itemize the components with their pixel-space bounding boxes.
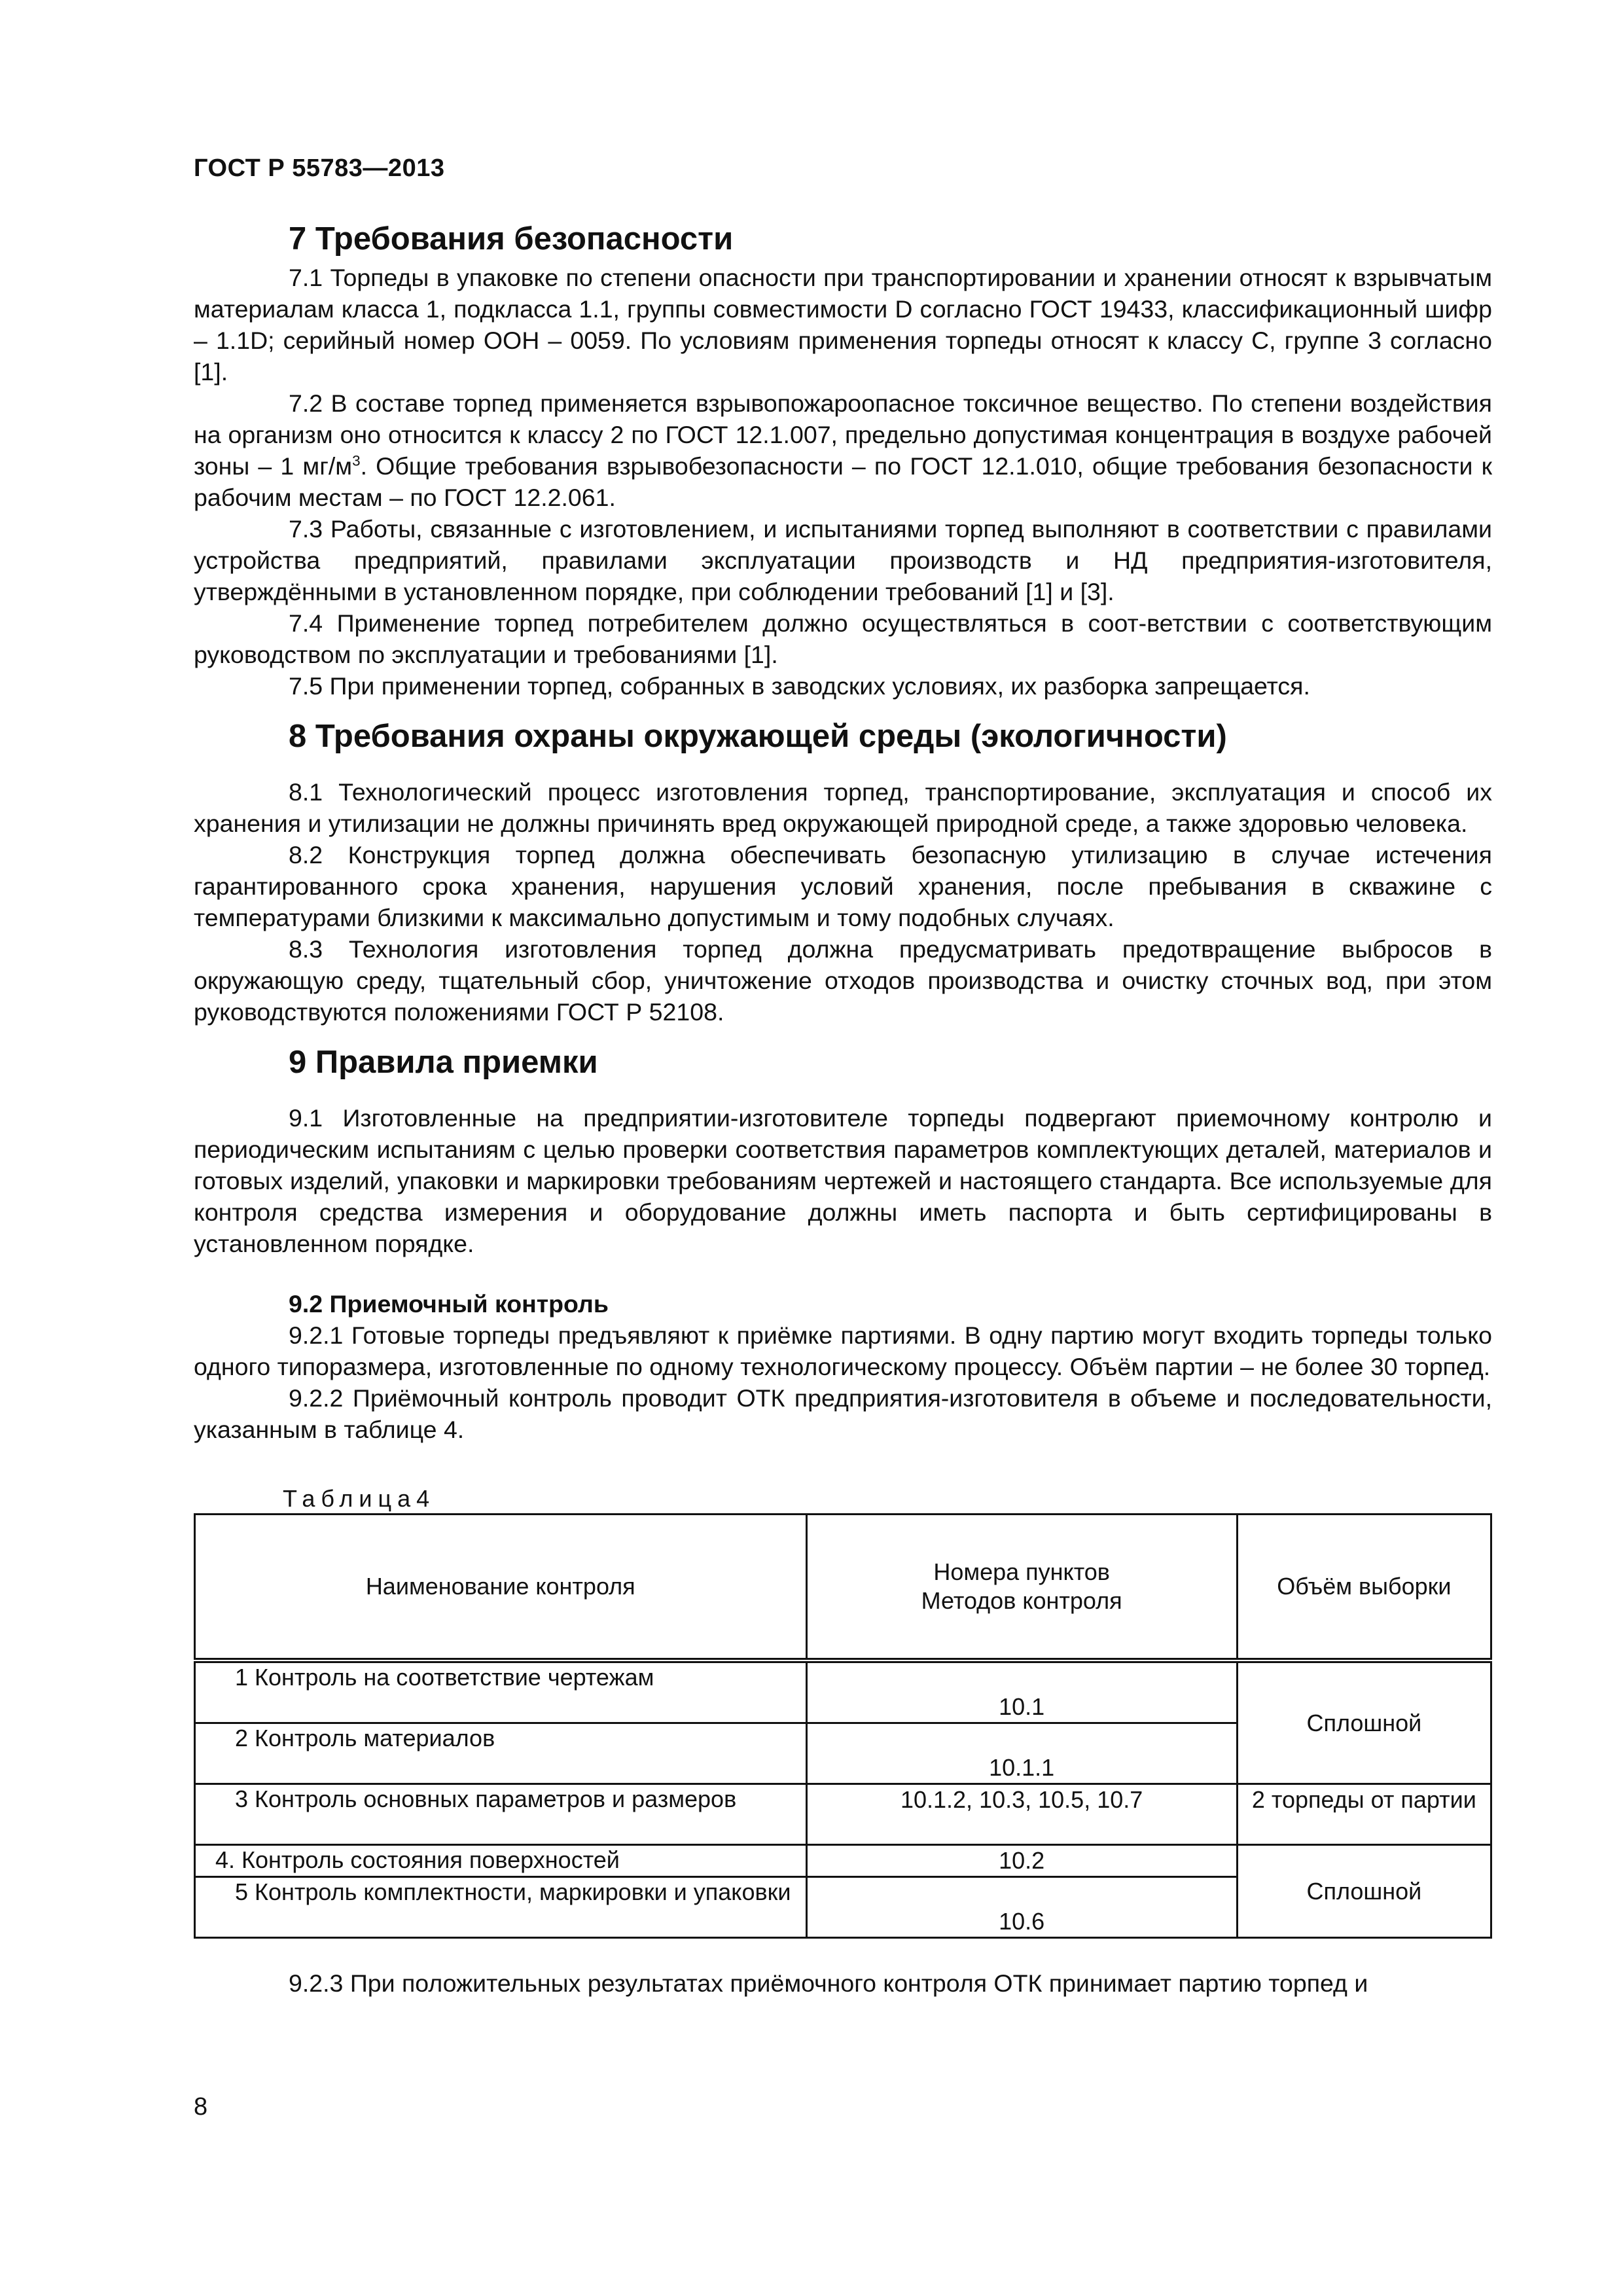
paragraph-9-2-3: 9.2.3 При положительных результатах приёмочного контроля ОТК принимает партию торпед и [289,1969,1368,1997]
paragraph-7-2-text-a: 7.2 В составе торпед применяется взрывопожароопасное токсичное вещество. По степени воздействия на организм оно относится к классу 2 по ГОСТ 12.1.007, предельно допустимая концентрация в воздухе рабочей зоны – 1 мг/м [194,389,1492,480]
paragraph-9-2-2: 9.2.2 Приёмочный контроль проводит ОТК предприятия-изготовителя в объеме и последовательности, указанным в таблице 4. [194,1384,1492,1443]
paragraph-8-1: 8.1 Технологический процесс изготовления торпед, транспортирование, эксплуатация и способ их хранения и утилизации не должны причинять вред окружающей природной среде, а также здоровью человека. [194,778,1492,837]
paragraph-7-3: 7.3 Работы, связанные с изготовлением, и испытаниями торпед выполняют в соответствии с правилами устройства предприятий, правилами эксплуатации производств и НД предприятия-изготовителя, утверждёнными в установленном порядке, при соблюдении требований [1] и [3]. [194,515,1492,605]
paragraph-7-1: 7.1 Торпеды в упаковке по степени опасности при транспортировании и хранении относят к взрывчатым материалам класса 1, подкласса 1.1, группы совместимости D согласно ГОСТ 19433, классификационный шифр – 1.1D; серийный номер ООН – 0059. По условиям применения торпеды относят к классу С, группе 3 согласно [1]. [194,264,1492,386]
table-header-row [195,1515,1491,1661]
row-sample-size: Сплошной [1237,1660,1491,1784]
paragraph-9-2-1: 9.2.1 Готовые торпеды предъявляют к приёмке партиями. В одну партию могут входить торпеды только одного типоразмера, изготовленные по одному технологическому процессу. Объём партии – не более 30 торпед. [194,1321,1492,1380]
row-method-items: 10.6 [806,1877,1237,1938]
paragraph-8-3: 8.3 Технология изготовления торпед должна предусматривать предотвращение выбросов в окружающую среду, тщательный сбор, уничтожение отходов производства и очистку сточных вод, при этом руководствуются положениями ГОСТ Р 52108. [194,935,1492,1026]
row-method-items: 10.2 [806,1845,1237,1877]
paragraph-7-2-text-b: . Общие требования взрывобезопасности – по ГОСТ 12.1.010, общие требования безопасности к рабочим местам – по ГОСТ 12.2.061. [194,452,1492,511]
row-control-name: 4. Контроль состояния поверхностей [195,1845,807,1877]
acceptance-control-table [194,1513,1492,1939]
subsection-9-2-title: 9.2 Приемочный контроль [289,1290,609,1318]
table-caption: Таблица4 [283,1485,436,1512]
row-control-name: 3 Контроль основных параметров и размеров [195,1784,807,1845]
row-control-name: 1 Контроль на соответствие чертежам [195,1660,807,1723]
header-control-name: Наименование контроля [195,1515,807,1661]
header-method-items [806,1515,1237,1661]
paragraph-9-1: 9.1 Изготовленные на предприятии-изготовителе торпеды подвергают приемочному контролю и периодическим испытаниям с целью проверки соответствия параметров комплектующих деталей, материалов и готовых изделий, упаковки и маркировки требованиям чертежей и настоящего стандарта. Все используемые для контроля средства измерения и оборудование должны иметь паспорта и быть сертифицированы в установленном порядке. [194,1104,1492,1257]
header-sample-size: Объём выборки [1237,1515,1491,1661]
paragraph-7-4: 7.4 Применение торпед потребителем должно осуществляться в соот-ветствии с соответствующим руководством по эксплуатации и требованиями [1]. [194,609,1492,668]
table-row [195,1845,1491,1877]
row-control-name: 5 Контроль комплектности, маркировки и упаковки [195,1877,807,1938]
table-row [195,1660,1491,1723]
page-number: 8 [194,2093,208,2121]
document-body [194,216,1492,1999]
header-method-line1: Номера пунктов [933,1558,1110,1585]
row-method-items: 10.1 [806,1660,1237,1723]
paragraph-8-2: 8.2 Конструкция торпед должна обеспечивать безопасную утилизацию в случае истечения гарантированного срока хранения, нарушения условий хранения, после пребывания в скважине с температурами близкими к максимально допустимым и тому подобных случаях. [194,841,1492,931]
section-7-title: 7 Требования безопасности [289,221,734,257]
superscript-3: 3 [352,452,361,469]
paragraph-7-5: 7.5 При применении торпед, собранных в заводских условиях, их разборка запрещается. [289,672,1310,700]
table-row [195,1784,1491,1845]
header-method-line2: Методов контроля [921,1587,1122,1614]
row-method-items: 10.1.2, 10.3, 10.5, 10.7 [806,1784,1237,1845]
row-sample-size: Сплошной [1237,1845,1491,1938]
row-control-name: 2 Контроль материалов [195,1723,807,1784]
document-header: ГОСТ Р 55783—2013 [194,154,445,182]
paragraph-7-2 [194,387,1492,513]
section-8-title: 8 Требования охраны окружающей среды (экологичности) [289,719,1227,754]
row-method-items: 10.1.1 [806,1723,1237,1784]
section-9-title: 9 Правила приемки [289,1045,598,1080]
row-sample-size: 2 торпеды от партии [1237,1784,1491,1845]
